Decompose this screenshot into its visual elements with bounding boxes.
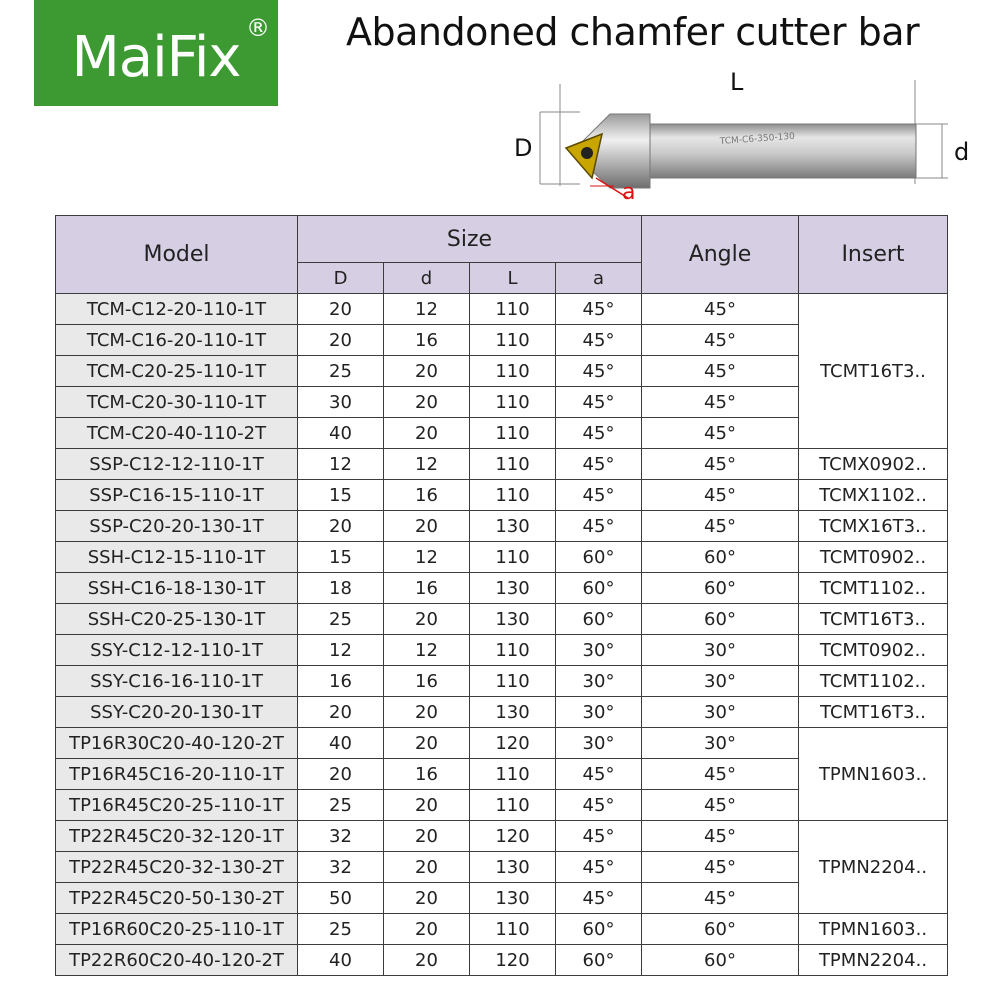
cell-model: TCM-C16-20-110-1T	[56, 325, 298, 356]
cell-size-D: 20	[298, 759, 384, 790]
cell-size-d: 20	[384, 728, 470, 759]
cell-size-L: 130	[470, 883, 556, 914]
cell-size-L: 110	[470, 294, 556, 325]
cell-size-a: 45°	[556, 356, 642, 387]
cell-size-d: 12	[384, 449, 470, 480]
cell-size-D: 12	[298, 635, 384, 666]
cell-size-a: 45°	[556, 759, 642, 790]
cell-size-D: 25	[298, 914, 384, 945]
cell-size-L: 110	[470, 418, 556, 449]
cell-size-L: 110	[470, 480, 556, 511]
cell-size-a: 45°	[556, 790, 642, 821]
cell-size-L: 110	[470, 449, 556, 480]
cell-size-d: 20	[384, 945, 470, 976]
cell-size-d: 20	[384, 821, 470, 852]
cell-model: TP22R45C20-32-130-2T	[56, 852, 298, 883]
label-D: D	[514, 134, 533, 162]
cell-model: TP22R60C20-40-120-2T	[56, 945, 298, 976]
cell-model: TP22R45C20-32-120-1T	[56, 821, 298, 852]
cell-size-D: 32	[298, 821, 384, 852]
cell-angle: 45°	[642, 449, 799, 480]
cell-model: SSH-C16-18-130-1T	[56, 573, 298, 604]
cell-model: SSY-C12-12-110-1T	[56, 635, 298, 666]
cell-size-d: 20	[384, 883, 470, 914]
cell-angle: 45°	[642, 883, 799, 914]
cell-size-d: 12	[384, 294, 470, 325]
cell-model: SSP-C20-20-130-1T	[56, 511, 298, 542]
cell-size-a: 45°	[556, 821, 642, 852]
header-model: Model	[56, 216, 298, 294]
cell-size-d: 16	[384, 759, 470, 790]
cell-size-d: 20	[384, 790, 470, 821]
table-row	[56, 666, 948, 697]
cell-model: SSH-C20-25-130-1T	[56, 604, 298, 635]
cell-size-D: 15	[298, 480, 384, 511]
cell-size-L: 110	[470, 325, 556, 356]
logo-text: MaiFix	[71, 24, 241, 90]
cell-size-D: 12	[298, 449, 384, 480]
cell-size-D: 40	[298, 728, 384, 759]
cell-angle: 30°	[642, 666, 799, 697]
cell-angle: 30°	[642, 697, 799, 728]
cell-insert: TCMT0902..	[799, 542, 948, 573]
cell-angle: 45°	[642, 790, 799, 821]
cell-angle: 60°	[642, 604, 799, 635]
cell-size-L: 110	[470, 759, 556, 790]
cell-size-L: 120	[470, 821, 556, 852]
cell-size-a: 45°	[556, 883, 642, 914]
cell-angle: 45°	[642, 852, 799, 883]
cell-size-d: 20	[384, 697, 470, 728]
cell-size-D: 25	[298, 604, 384, 635]
cell-size-d: 20	[384, 356, 470, 387]
cell-model: TP16R45C16-20-110-1T	[56, 759, 298, 790]
cell-size-a: 60°	[556, 604, 642, 635]
product-diagram	[510, 62, 980, 212]
cell-model: TCM-C20-30-110-1T	[56, 387, 298, 418]
cell-size-a: 30°	[556, 635, 642, 666]
cell-angle: 60°	[642, 914, 799, 945]
registered-mark: ®	[246, 14, 270, 42]
cell-size-D: 18	[298, 573, 384, 604]
cell-angle: 45°	[642, 294, 799, 325]
cell-size-D: 25	[298, 790, 384, 821]
cell-angle: 45°	[642, 511, 799, 542]
spec-table	[55, 215, 948, 976]
cell-size-L: 120	[470, 728, 556, 759]
cell-model: TP16R45C20-25-110-1T	[56, 790, 298, 821]
cell-size-L: 130	[470, 573, 556, 604]
cell-insert: TCMT1102..	[799, 666, 948, 697]
cell-size-a: 45°	[556, 449, 642, 480]
cell-insert: TPMN2204..	[799, 821, 948, 914]
table-row	[56, 728, 948, 759]
label-a: a	[622, 180, 636, 205]
cell-size-d: 20	[384, 604, 470, 635]
cell-model: TCM-C20-40-110-2T	[56, 418, 298, 449]
cell-angle: 60°	[642, 542, 799, 573]
table-row	[56, 480, 948, 511]
table-row	[56, 294, 948, 325]
cell-angle: 45°	[642, 821, 799, 852]
cell-size-a: 30°	[556, 728, 642, 759]
cell-angle: 60°	[642, 945, 799, 976]
cell-size-a: 45°	[556, 387, 642, 418]
cell-size-a: 60°	[556, 914, 642, 945]
cell-size-D: 25	[298, 356, 384, 387]
cell-angle: 45°	[642, 356, 799, 387]
cell-size-d: 20	[384, 511, 470, 542]
cell-size-d: 16	[384, 325, 470, 356]
cell-insert: TCMT16T3..	[799, 697, 948, 728]
cutter-bar-drawing	[510, 62, 980, 212]
header-angle: Angle	[642, 216, 799, 294]
table-row	[56, 914, 948, 945]
cell-size-L: 130	[470, 511, 556, 542]
cell-size-a: 45°	[556, 418, 642, 449]
cell-model: SSY-C20-20-130-1T	[56, 697, 298, 728]
cell-angle: 45°	[642, 387, 799, 418]
cell-size-a: 60°	[556, 573, 642, 604]
label-L: L	[730, 68, 744, 96]
cell-size-a: 45°	[556, 852, 642, 883]
cell-size-d: 16	[384, 573, 470, 604]
cell-size-d: 16	[384, 666, 470, 697]
header-size-a: a	[556, 263, 642, 294]
cell-model: TP22R45C20-50-130-2T	[56, 883, 298, 914]
cell-size-a: 60°	[556, 542, 642, 573]
cell-angle: 45°	[642, 418, 799, 449]
cell-angle: 30°	[642, 635, 799, 666]
cell-size-D: 20	[298, 511, 384, 542]
cell-insert: TCMX0902..	[799, 449, 948, 480]
cell-size-a: 45°	[556, 294, 642, 325]
cell-angle: 45°	[642, 759, 799, 790]
table-row	[56, 604, 948, 635]
cell-size-D: 20	[298, 697, 384, 728]
cell-size-d: 20	[384, 852, 470, 883]
label-d: d	[954, 138, 970, 166]
cell-size-D: 20	[298, 325, 384, 356]
cell-size-a: 45°	[556, 325, 642, 356]
cell-size-a: 45°	[556, 511, 642, 542]
header-insert: Insert	[799, 216, 948, 294]
cell-size-D: 16	[298, 666, 384, 697]
cell-insert: TCMX16T3..	[799, 511, 948, 542]
cell-size-D: 30	[298, 387, 384, 418]
cell-size-L: 130	[470, 604, 556, 635]
cell-size-L: 110	[470, 914, 556, 945]
shank-marking: TCM-C6-350-130	[719, 131, 796, 147]
cell-insert: TPMN1603..	[799, 728, 948, 821]
header-size-D: D	[298, 263, 384, 294]
header-size-d: d	[384, 263, 470, 294]
cell-size-d: 20	[384, 914, 470, 945]
cell-insert: TCMT0902..	[799, 635, 948, 666]
cell-insert: TPMN2204..	[799, 945, 948, 976]
cell-model: TP16R60C20-25-110-1T	[56, 914, 298, 945]
cell-insert: TCMT16T3..	[799, 604, 948, 635]
cell-angle: 30°	[642, 728, 799, 759]
cell-insert: TPMN1603..	[799, 914, 948, 945]
cell-model: SSH-C12-15-110-1T	[56, 542, 298, 573]
cell-size-d: 12	[384, 635, 470, 666]
cell-angle: 60°	[642, 573, 799, 604]
cell-size-D: 40	[298, 945, 384, 976]
table-row	[56, 449, 948, 480]
page-title: Abandoned chamfer cutter bar	[346, 10, 920, 54]
cell-size-L: 110	[470, 666, 556, 697]
table-row	[56, 635, 948, 666]
table-row	[56, 821, 948, 852]
cell-size-D: 40	[298, 418, 384, 449]
cell-size-L: 110	[470, 356, 556, 387]
brand-logo	[34, 0, 278, 106]
table-row	[56, 542, 948, 573]
cell-model: SSP-C16-15-110-1T	[56, 480, 298, 511]
cell-model: TCM-C20-25-110-1T	[56, 356, 298, 387]
header-size: Size	[298, 216, 642, 263]
cell-insert: TCMX1102..	[799, 480, 948, 511]
table-row	[56, 511, 948, 542]
cell-size-L: 110	[470, 542, 556, 573]
cell-size-a: 60°	[556, 945, 642, 976]
cell-size-D: 32	[298, 852, 384, 883]
cell-size-D: 50	[298, 883, 384, 914]
cell-size-D: 20	[298, 294, 384, 325]
header-size-L: L	[470, 263, 556, 294]
cell-size-a: 45°	[556, 480, 642, 511]
cell-size-d: 16	[384, 480, 470, 511]
spec-table-body	[56, 294, 948, 976]
cell-size-L: 130	[470, 697, 556, 728]
table-row	[56, 573, 948, 604]
cell-size-L: 110	[470, 790, 556, 821]
cell-size-L: 120	[470, 945, 556, 976]
cell-insert: TCMT16T3..	[799, 294, 948, 449]
table-row	[56, 945, 948, 976]
cell-model: TCM-C12-20-110-1T	[56, 294, 298, 325]
cell-model: TP16R30C20-40-120-2T	[56, 728, 298, 759]
cell-size-L: 110	[470, 635, 556, 666]
cell-insert: TCMT1102..	[799, 573, 948, 604]
cell-model: SSY-C16-16-110-1T	[56, 666, 298, 697]
table-row	[56, 697, 948, 728]
cell-size-d: 20	[384, 387, 470, 418]
cell-size-d: 12	[384, 542, 470, 573]
cell-size-a: 30°	[556, 666, 642, 697]
cell-model: SSP-C12-12-110-1T	[56, 449, 298, 480]
cell-size-a: 30°	[556, 697, 642, 728]
cell-size-L: 130	[470, 852, 556, 883]
cell-angle: 45°	[642, 325, 799, 356]
cell-angle: 45°	[642, 480, 799, 511]
cell-size-L: 110	[470, 387, 556, 418]
cell-size-d: 20	[384, 418, 470, 449]
cell-size-D: 15	[298, 542, 384, 573]
